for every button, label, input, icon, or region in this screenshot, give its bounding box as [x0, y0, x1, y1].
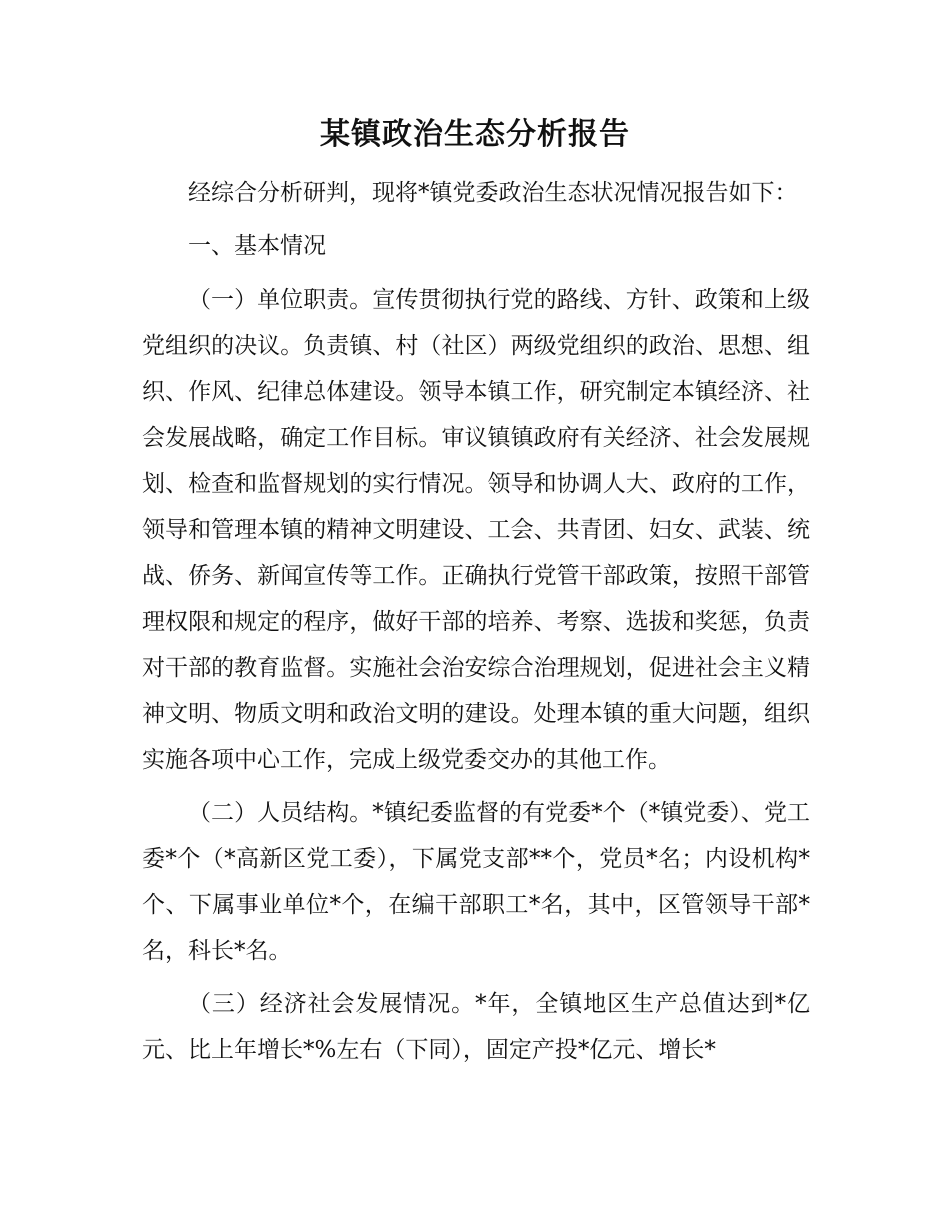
paragraph-economic-development: （三）经济社会发展情况。*年，全镇地区生产总值达到*亿元、比上年增长*%左右（下同），固定产投*亿元、增长*	[142, 991, 810, 1063]
document-body	[142, 170, 810, 1080]
section-heading-basic-situation: 一、基本情况	[188, 233, 326, 259]
paragraph-unit-duties: （一）单位职责。宣传贯彻执行党的路线、方针、政策和上级党组织的决议。负责镇、村（社区）两级党组织的政治、思想、组织、作风、纪律总体建设。领导本镇工作，研究制定本镇经济、社会发展战略，确定工作目标。审议镇镇政府有关经济、社会发展规划、检查和监督规划的实行情况。领导和协调人大、政府的工作，领导和管理本镇的精神文明建设、工会、共青团、妇女、武装、统战、侨务、新闻宣传等工作。正确执行党管干部政策，按照干部管理权限和规定的程序，做好干部的培养、考察、选拔和奖惩，负责对干部的教育监督。实施社会治安综合治理规划，促进社会主义精神文明、物质文明和政治文明的建设。处理本镇的重大问题，组织实施各项中心工作，完成上级党委交办的其他工作。	[142, 287, 810, 773]
document-title: 某镇政治生态分析报告	[320, 117, 630, 152]
intro-paragraph: 经综合分析研判，现将*镇党委政治生态状况情况报告如下：	[188, 180, 798, 206]
paragraph-personnel-structure: （二）人员结构。*镇纪委监督的有党委*个（*镇党委）、党工委*个（*高新区党工委），下属党支部**个，党员*名；内设机构*个、下属事业单位*个，在编干部职工*名，其中，区管领导干部*名，科长*名。	[142, 800, 810, 964]
